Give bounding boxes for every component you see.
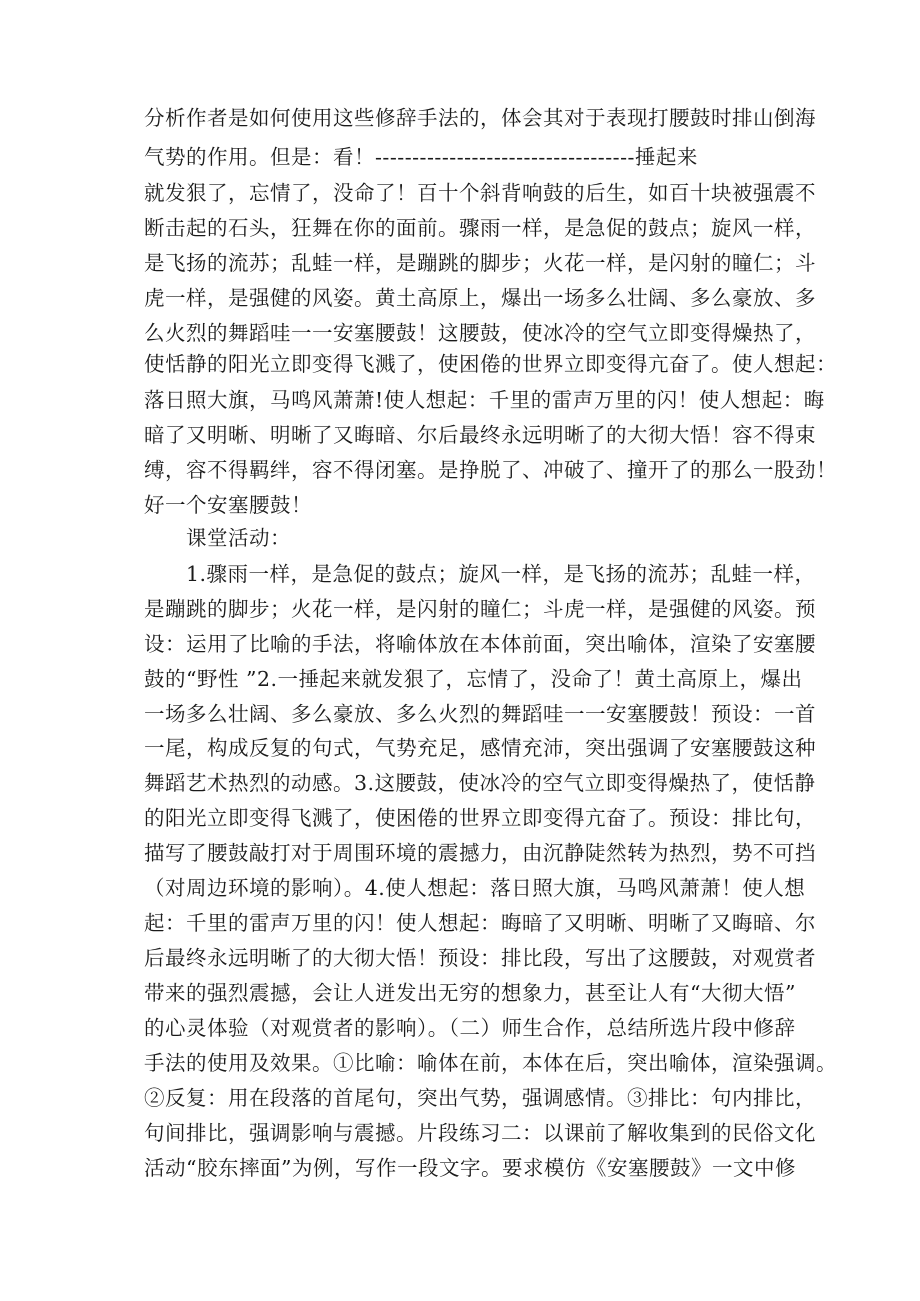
text-line: 暗了又明晰、明晰了又晦暗、尔后最终永远明晰了的大彻大悟！容不得束 [144,423,816,447]
text-line: 好一个安塞腰鼓！ [144,493,312,517]
text-line: 的阳光立即变得飞溅了，使困倦的世界立即变得亢奋了。预设：排比句， [144,806,816,830]
text-line: 1.骤雨一样，是急促的鼓点；旋风一样，是飞扬的流苏；乱蛙一样， [186,562,816,586]
text-line: 么火烈的舞蹈哇一一安塞腰鼓！这腰鼓，使冰冷的空气立即变得燥热了， [144,321,816,345]
text-line: 带来的强烈震撼，会让人迸发出无穷的想象力，甚至让人有“大彻大悟” [144,981,796,1005]
text-line: 就发狠了，忘情了，没命了！百十个斜背响鼓的后生，如百十块被强震不 [144,181,816,205]
text-line: 描写了腰鼓敲打对于周围环境的震撼力，由沉静陡然转为热烈，势不可挡 [144,841,816,865]
text-line: 起：千里的雷声万里的闪！使人想起：晦暗了又明晰、明晰了又晦暗、尔 [144,911,816,935]
text-line: 一场多么壮阔、多么豪放、多么火烈的舞蹈哇一一安塞腰鼓！预设：一首 [144,702,816,726]
text-line: 缚，容不得羁绊，容不得闭塞。是挣脱了、冲破了、撞开了的那么一股劲！ [144,458,837,482]
text-line: （对周边环境的影响）。4.使人想起：落日照大旗，马鸣风萧萧！使人想 [144,876,806,900]
text-line: 断击起的石头，狂舞在你的面前。骤雨一样，是急促的鼓点；旋风一样， [144,216,816,240]
text-line: 是蹦跳的脚步；火花一样，是闪射的瞳仁；斗虎一样，是强健的风姿。预 [144,597,816,621]
text-line: 是飞扬的流苏；乱蛙一样，是蹦跳的脚步；火花一样，是闪射的瞳仁；斗 [144,251,816,275]
text-line: 手法的使用及效果。①比喻：喻体在前，本体在后，突出喻体，渲染强调。 [144,1051,837,1075]
text-line: 设：运用了比喻的手法，将喻体放在本体前面，突出喻体，渲染了安塞腰 [144,632,816,656]
text-line: 使恬静的阳光立即变得飞溅了，使困倦的世界立即变得亢奋了。使人想起： [144,352,837,376]
text-line: 的心灵体验（对观赏者的影响）。（二）师生合作，总结所选片段中修辞 [144,1016,796,1040]
text-line: 虎一样，是强健的风姿。黄土高原上，爆出一场多么壮阔、多么豪放、多 [144,286,816,310]
text-line: ②反复：用在段落的首尾句，突出气势，强调感情。③排比：句内排比， [144,1086,816,1110]
text-line: 落日照大旗，马鸣风萧萧!使人想起：千里的雷声万里的闪！使人想起：晦 [144,388,825,412]
text-line: 活动“胶东摔面”为例，写作一段文字。要求模仿《安塞腰鼓》一文中修 [144,1156,796,1180]
text-line: 一尾，构成反复的句式，气势充足，感情充沛，突出强调了安塞腰鼓这种 [144,736,816,760]
text-line: 分析作者是如何使用这些修辞手法的，体会其对于表现打腰鼓时排山倒海 [144,106,816,130]
text-line: 气势的作用。但是：看！-----------------------------------捶起来 [144,145,698,169]
text-line: 句间排比，强调影响与震撼。片段练习二：以课前了解收集到的民俗文化 [144,1121,816,1145]
text-line: 舞蹈艺术热烈的动感。3.这腰鼓，使冰冷的空气立即变得燥热了，使恬静 [144,771,816,795]
text-line: 后最终永远明晰了的大彻大悟！预设：排比段，写出了这腰鼓，对观赏者 [144,946,816,970]
section-heading: 课堂活动： [186,526,291,550]
text-line: 鼓的“野性 ”2.一捶起来就发狠了，忘情了，没命了！黄土高原上，爆出 [144,667,803,691]
